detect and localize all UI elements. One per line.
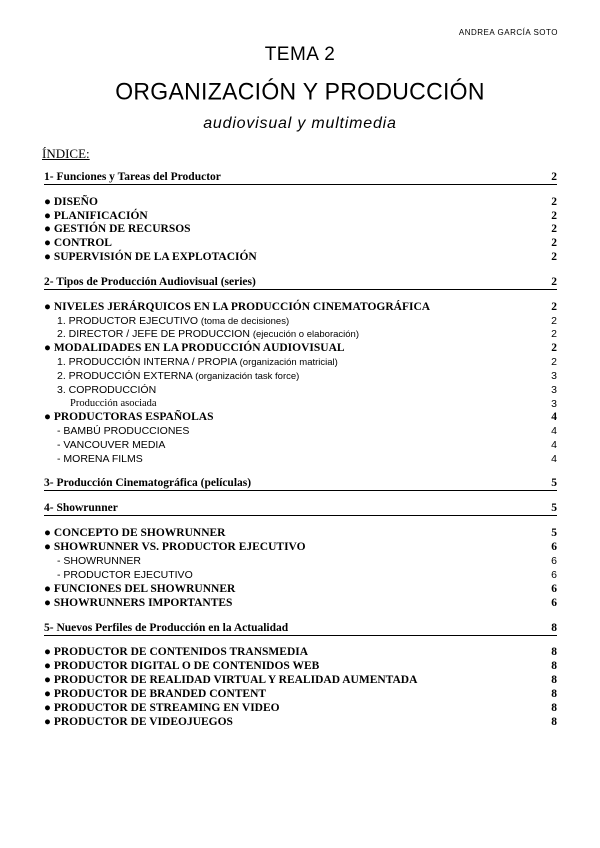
topic-number: TEMA 2 bbox=[264, 44, 336, 65]
toc-item: ● CONTROL 2 bbox=[44, 237, 557, 249]
toc-section: 5- Nuevos Perfiles de Producción en la Actualidad 8 bbox=[44, 622, 557, 634]
toc-subitem: Producción asociada 3 bbox=[70, 398, 557, 410]
toc-subitem: 1. PRODUCTOR EJECUTIVO (toma de decisiones) 2 bbox=[57, 315, 557, 327]
toc-subitem: - PRODUCTOR EJECUTIVO 6 bbox=[57, 569, 557, 581]
toc-item: ● PRODUCTOR DE VIDEOJUEGOS 8 bbox=[44, 716, 557, 728]
index-heading: ÍNDICE: bbox=[42, 146, 90, 161]
toc-item: ● SHOWRUNNER VS. PRODUCTOR EJECUTIVO 6 bbox=[44, 541, 557, 553]
toc-item: ● MODALIDADES EN LA PRODUCCIÓN AUDIOVISUAL 2 bbox=[44, 342, 557, 354]
toc-section: 3- Producción Cinematográfica (películas) 5 bbox=[44, 477, 557, 489]
toc-item: ● PRODUCTOR DE REALIDAD VIRTUAL Y REALIDAD AUMENTADA 8 bbox=[44, 674, 557, 686]
author-name: ANDREA GARCÍA SOTO bbox=[458, 28, 558, 37]
toc-subitem: 2. PRODUCCIÓN EXTERNA (organización task force) 3 bbox=[57, 370, 557, 382]
toc-subitem: 3. COPRODUCCIÓN 3 bbox=[57, 384, 557, 396]
toc-section: 1- Funciones y Tareas del Productor 2 bbox=[44, 171, 557, 183]
toc-section: 4- Showrunner 5 bbox=[44, 502, 557, 514]
toc-item: ● CONCEPTO DE SHOWRUNNER 5 bbox=[44, 527, 557, 539]
toc-subitem: - VANCOUVER MEDIA 4 bbox=[57, 439, 557, 451]
toc-item: ● SUPERVISIÓN DE LA EXPLOTACIÓN 2 bbox=[44, 251, 557, 263]
toc-item: ● NIVELES JERÁRQUICOS EN LA PRODUCCIÓN CINEMATOGRÁFICA 2 bbox=[44, 301, 557, 313]
toc-subitem: - MORENA FILMS 4 bbox=[57, 453, 557, 465]
toc-subitem: 2. DIRECTOR / JEFE DE PRODUCCION (ejecución o elaboración) 2 bbox=[57, 328, 557, 340]
page-subtitle: audiovisual y multimedia bbox=[203, 115, 397, 132]
toc-item: ● PLANIFICACIÓN 2 bbox=[44, 210, 557, 222]
toc-subitem: - BAMBÚ PRODUCCIONES 4 bbox=[57, 425, 557, 437]
toc-item: ● PRODUCTOR DE BRANDED CONTENT 8 bbox=[44, 688, 557, 700]
toc-subitem: - SHOWRUNNER 6 bbox=[57, 555, 557, 567]
toc-subitem: 1. PRODUCCIÓN INTERNA / PROPIA (organización matricial) 2 bbox=[57, 356, 557, 368]
toc-item: ● PRODUCTOR DIGITAL O DE CONTENIDOS WEB 8 bbox=[44, 660, 557, 672]
toc-section: 2- Tipos de Producción Audiovisual (series) 2 bbox=[44, 276, 557, 288]
page-title: ORGANIZACIÓN Y PRODUCCIÓN bbox=[115, 77, 485, 105]
toc-item: ● DISEÑO 2 bbox=[44, 196, 557, 208]
toc-item: ● PRODUCTOR DE CONTENIDOS TRANSMEDIA 8 bbox=[44, 646, 557, 658]
toc-item: ● FUNCIONES DEL SHOWRUNNER 6 bbox=[44, 583, 557, 595]
toc-item: ● PRODUCTORAS ESPAÑOLAS 4 bbox=[44, 411, 557, 423]
toc-item: ● SHOWRUNNERS IMPORTANTES 6 bbox=[44, 597, 557, 609]
toc-item: ● GESTIÓN DE RECURSOS 2 bbox=[44, 223, 557, 235]
toc-item: ● PRODUCTOR DE STREAMING EN VIDEO 8 bbox=[44, 702, 557, 714]
